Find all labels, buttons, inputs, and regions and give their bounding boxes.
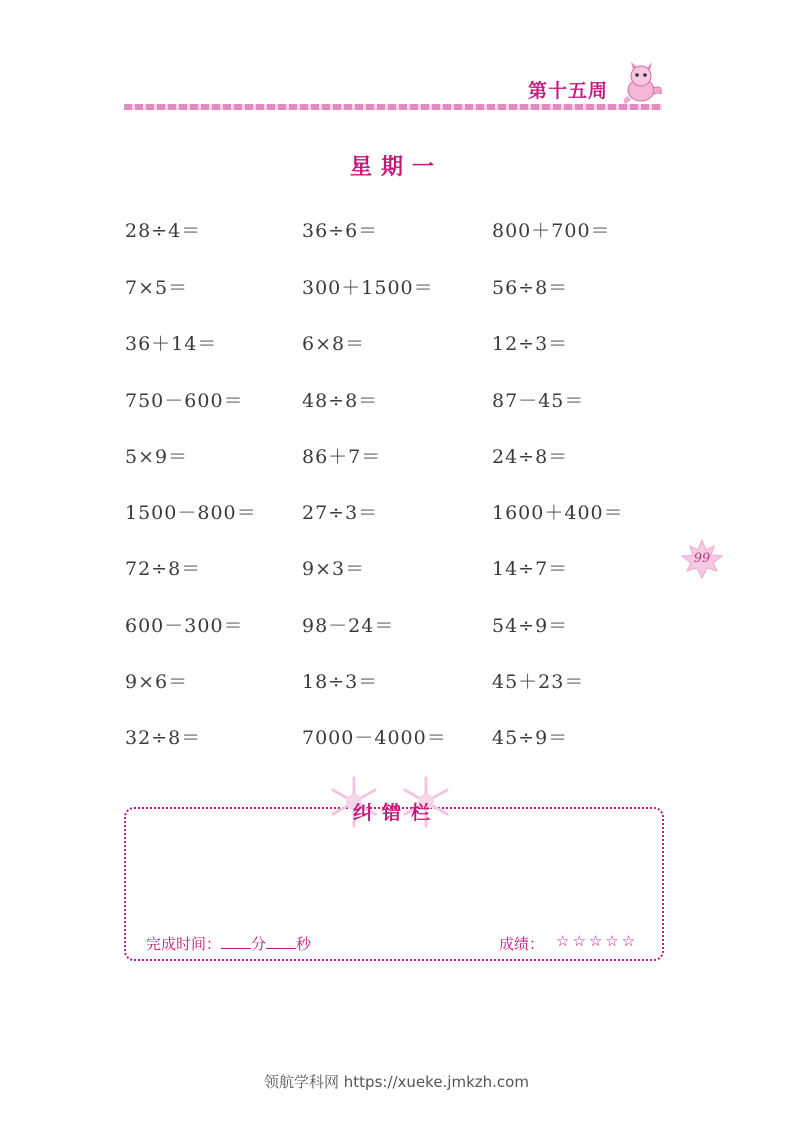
problem: 600－300＝ xyxy=(125,615,244,637)
day-title: 星期一 xyxy=(349,155,443,180)
problem: 14÷7＝ xyxy=(492,558,569,580)
problem: 36＋14＝ xyxy=(125,333,218,355)
problem: 45÷9＝ xyxy=(492,727,569,749)
minutes-blank[interactable] xyxy=(221,934,251,949)
score-label: 成绩： xyxy=(499,935,545,953)
week-title: 第十五周 xyxy=(528,80,609,102)
page-number: 99 xyxy=(693,551,711,566)
problem: 18÷3＝ xyxy=(302,671,379,693)
problem: 72÷8＝ xyxy=(125,558,202,580)
problem: 12÷3＝ xyxy=(492,333,569,355)
problem: 87－45＝ xyxy=(492,390,585,412)
problem: 750－600＝ xyxy=(125,390,244,412)
problem: 300＋1500＝ xyxy=(302,277,434,299)
problem: 98－24＝ xyxy=(302,615,395,637)
watermark: 领航学科网 https://xueke.jmkzh.com xyxy=(264,1073,529,1091)
problem: 7000－4000＝ xyxy=(302,727,447,749)
problem: 7×5＝ xyxy=(125,277,189,299)
problem: 28÷4＝ xyxy=(125,220,202,242)
header-divider xyxy=(124,104,662,110)
problem: 1600＋400＝ xyxy=(492,502,624,524)
problem: 6×8＝ xyxy=(302,333,366,355)
time-label: 完成时间： xyxy=(146,935,222,953)
problem: 36÷6＝ xyxy=(302,220,379,242)
problem: 9×3＝ xyxy=(302,558,366,580)
problem: 32÷8＝ xyxy=(125,727,202,749)
problem: 45＋23＝ xyxy=(492,671,585,693)
score-stars[interactable]: ☆☆☆☆☆ xyxy=(556,932,639,950)
problem: 24÷8＝ xyxy=(492,446,569,468)
minute-label: 分 xyxy=(251,935,267,953)
problem: 1500－800＝ xyxy=(125,502,257,524)
problem: 54÷9＝ xyxy=(492,615,569,637)
dragon-mascot-icon xyxy=(619,60,665,106)
completion-time xyxy=(146,933,311,954)
seconds-blank[interactable] xyxy=(266,934,296,949)
problem: 48÷8＝ xyxy=(302,390,379,412)
problem: 800＋700＝ xyxy=(492,220,611,242)
correction-title: 纠错栏 xyxy=(352,802,440,824)
problem: 5×9＝ xyxy=(125,446,189,468)
problem: 86＋7＝ xyxy=(302,446,382,468)
problem: 56÷8＝ xyxy=(492,277,569,299)
second-label: 秒 xyxy=(296,935,312,953)
problem: 9×6＝ xyxy=(125,671,189,693)
problem: 27÷3＝ xyxy=(302,502,379,524)
